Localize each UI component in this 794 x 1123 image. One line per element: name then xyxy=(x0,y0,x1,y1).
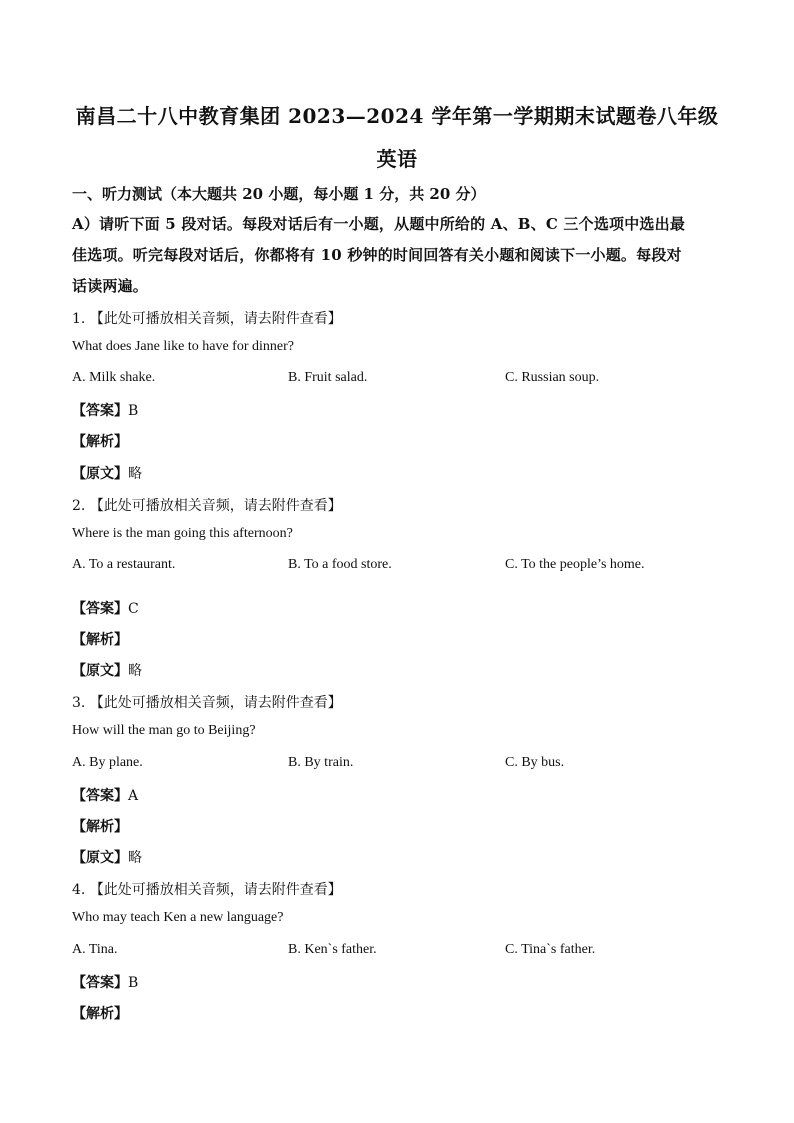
answer-label: 【答案】 xyxy=(72,975,128,991)
option-b: B. Ken`s father. xyxy=(288,942,377,957)
analysis-line xyxy=(72,816,128,836)
answer-line xyxy=(72,598,139,618)
original-value: 略 xyxy=(128,663,142,679)
answer-label: 【答案】 xyxy=(72,601,128,617)
answer-value: A xyxy=(128,788,139,804)
answer-line xyxy=(72,400,138,420)
option-b: B. To a food store. xyxy=(288,557,392,572)
question-text: Where is the man going this afternoon? xyxy=(72,526,293,541)
answer-line xyxy=(72,785,138,805)
question-number-line: 4. 【此处可播放相关音频，请去附件查看】 xyxy=(72,882,342,898)
answer-value: C xyxy=(128,601,139,617)
option-c: C. By bus. xyxy=(505,755,565,770)
original-line xyxy=(72,463,142,483)
analysis-label: 【解析】 xyxy=(72,632,128,648)
option-c: C. To the people’s home. xyxy=(505,557,645,572)
question-text: How will the man go to Beijing? xyxy=(72,723,256,738)
answer-label: 【答案】 xyxy=(72,788,128,804)
exam-title: 南昌二十八中教育集团 2023—2024 学年第一学期期末试题卷八年级 xyxy=(75,104,719,128)
original-label: 【原文】 xyxy=(72,466,128,482)
analysis-label: 【解析】 xyxy=(72,434,128,450)
original-value: 略 xyxy=(128,466,142,482)
option-b: B. By train. xyxy=(288,755,354,770)
option-a: A. Tina. xyxy=(72,942,118,957)
section-heading: 一、听力测试（本大题共 20 小题，每小题 1 分，共 20 分） xyxy=(72,185,486,203)
question-number-line: 1. 【此处可播放相关音频，请去附件查看】 xyxy=(72,311,342,327)
original-label: 【原文】 xyxy=(72,850,128,866)
original-label: 【原文】 xyxy=(72,663,128,679)
option-a: A. By plane. xyxy=(72,755,143,770)
option-a: A. Milk shake. xyxy=(72,370,156,385)
option-c: C. Tina`s father. xyxy=(505,942,596,957)
analysis-line xyxy=(72,431,128,451)
question-number-line: 2. 【此处可播放相关音频，请去附件查看】 xyxy=(72,498,342,514)
original-value: 略 xyxy=(128,850,142,866)
analysis-label: 【解析】 xyxy=(72,1006,128,1022)
option-b: B. Fruit salad. xyxy=(288,370,368,385)
question-number-line: 3. 【此处可播放相关音频，请去附件查看】 xyxy=(72,695,342,711)
question-text: Who may teach Ken a new language? xyxy=(72,910,284,925)
answer-value: B xyxy=(128,975,139,991)
answer-line xyxy=(72,972,138,992)
analysis-label: 【解析】 xyxy=(72,819,128,835)
analysis-line xyxy=(72,1003,128,1023)
subject-title: 英语 xyxy=(376,147,418,171)
option-a: A. To a restaurant. xyxy=(72,557,176,572)
instruction-line-1: A）请听下面 5 段对话。每段对话后有一小题，从题中所给的 A、B、C 三个选项中选出最 xyxy=(72,215,686,233)
instruction-line-3: 话读两遍。 xyxy=(72,277,149,295)
instruction-line-2: 佳选项。听完每段对话后，你都将有 10 秒钟的时间回答有关小题和阅读下一小题。每段对 xyxy=(72,246,682,264)
question-text: What does Jane like to have for dinner? xyxy=(72,339,294,354)
original-line xyxy=(72,847,142,867)
answer-label: 【答案】 xyxy=(72,403,128,419)
original-line xyxy=(72,660,142,680)
option-c: C. Russian soup. xyxy=(505,370,600,385)
analysis-line xyxy=(72,629,128,649)
answer-value: B xyxy=(128,403,139,419)
